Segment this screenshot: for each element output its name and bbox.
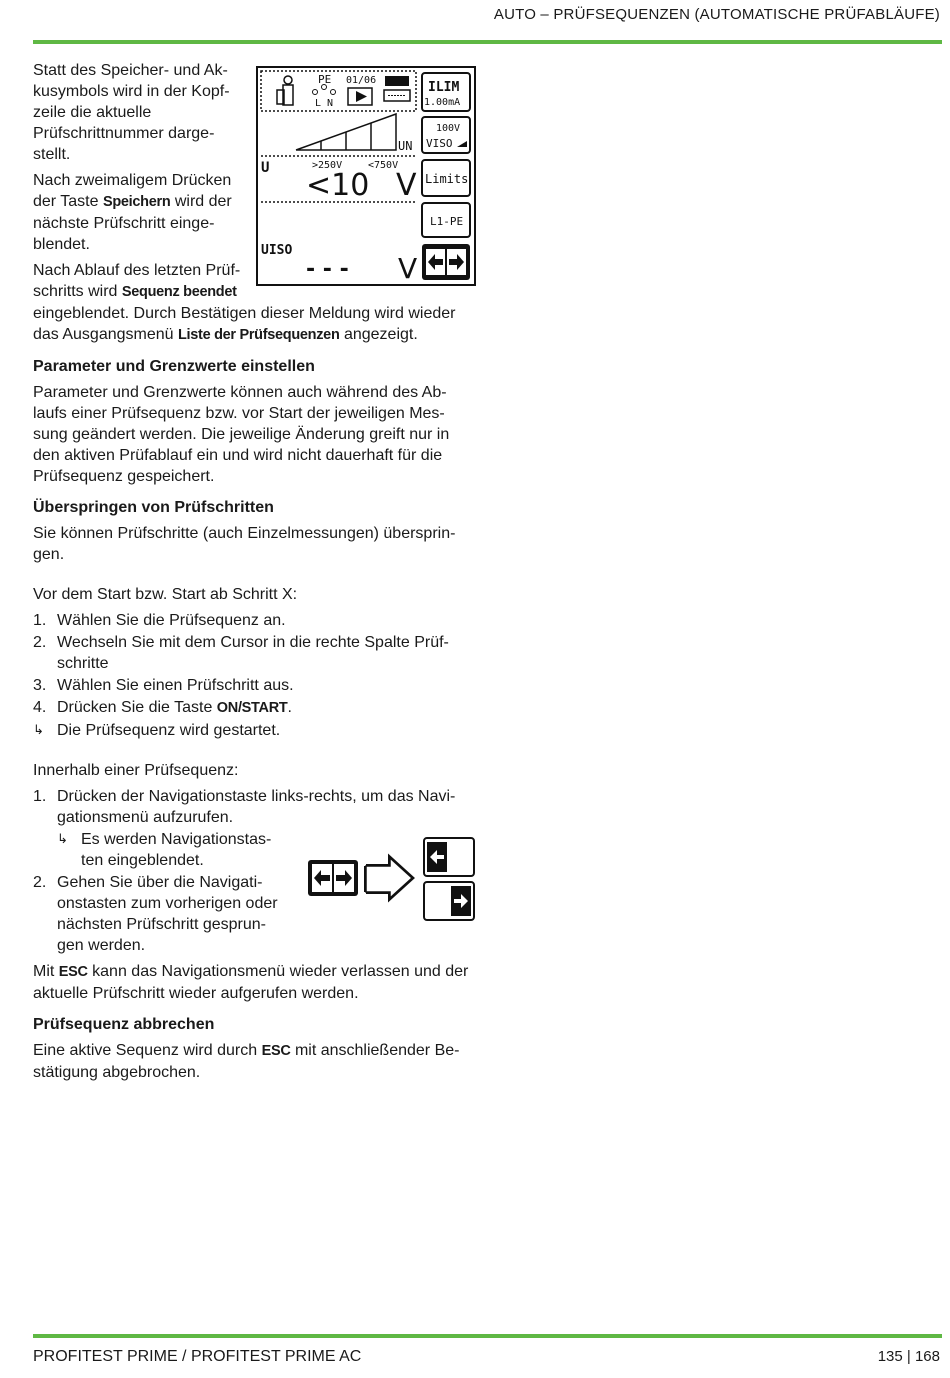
- footer-rule: [33, 1334, 942, 1338]
- intro-paragraph-1: Statt des Speicher- und Ak- kusymbols wird in der Kopf- zeile die aktuelle Prüfschrittnummer darge- stellt.: [33, 62, 230, 163]
- main-unit: V: [396, 168, 417, 203]
- list-item: 1. Drücken der Navigationstaste links-rechts, um das Navi- gationsmenü aufzurufen. ↳ Es werden Navigationstas- ten eingeblendet.: [33, 786, 478, 871]
- step-counter: 01/06: [346, 75, 377, 86]
- key-speichern: Speichern: [102, 194, 171, 210]
- within-sequence-label: Innerhalb einer Prüfsequenz:: [33, 762, 239, 779]
- list-item: 4. Drücken Sie die Taste ON/START.: [33, 699, 292, 716]
- section-ueberspringen-text: Sie können Prüfschritte (auch Einzelmessungen) übersprin- gen.: [33, 525, 456, 563]
- limits-label: Limits: [425, 172, 469, 186]
- ramp-small-icon: [457, 141, 467, 147]
- plug-icon: [313, 85, 336, 95]
- list-item: 2. Gehen Sie über die Navigati- onstasten zum vorherigen oder nächsten Prüfschritt gesprun- gen werden.: [33, 874, 278, 954]
- esc-paragraph: Mit ESC kann das Navigationsmenü wieder verlassen und der aktuelle Prüfschritt wieder aufgerufen werden.: [33, 963, 469, 1002]
- un-label: UN: [398, 139, 413, 153]
- range-high: <750V: [368, 160, 399, 171]
- footer-product: PROFITEST PRIME / PROFITEST PRIME AC: [33, 1348, 362, 1365]
- nav-result: ↳ Es werden Navigationstas- ten eingeblendet.: [57, 831, 272, 869]
- uiso-label: UISO: [261, 243, 293, 258]
- key-on-start: ON/START: [216, 700, 288, 716]
- ilim-label: ILIM: [428, 80, 460, 95]
- key-liste-pruefsequenzen: Liste der Prüfsequenzen: [178, 327, 340, 343]
- header-rule: [33, 40, 942, 44]
- section-title-parameter: Parameter und Grenzwerte einstellen: [33, 358, 315, 375]
- ln-label: L N: [315, 98, 334, 109]
- result-arrow-icon: ↳: [57, 832, 68, 847]
- play-icon: [348, 88, 372, 105]
- left-right-arrows-icon: [308, 860, 358, 896]
- viso-voltage: 100V: [436, 123, 461, 134]
- pe-label: PE: [318, 73, 332, 86]
- intro-paragraph-3: Nach Ablauf des letzten Prüf- schritts wird Sequenz beendet eingeblendet. Durch Bestätigen dieser Meldung wird wieder das Ausgangsmenü Liste der Prüfsequenzen angezeigt.: [33, 262, 456, 343]
- section-title-abbrechen: Prüfsequenz abbrechen: [33, 1016, 215, 1033]
- key-esc: ESC: [58, 964, 88, 980]
- arrow-right-icon: [366, 858, 412, 898]
- l1pe-label: L1-PE: [430, 215, 464, 228]
- voltage-ramp-icon: [296, 114, 396, 150]
- back-arrow-key-icon: [424, 838, 474, 876]
- section-title-ueberspringen: Überspringen von Prüfschritten: [33, 499, 274, 516]
- u-label: U: [261, 160, 270, 176]
- section-abbrechen-text: Eine aktive Sequenz wird durch ESC mit anschließender Be- stätigung abgebrochen.: [33, 1042, 460, 1081]
- person-icon: [277, 76, 293, 105]
- start-steps-list: [33, 610, 478, 719]
- navigation-keys-figure: [306, 836, 478, 922]
- key-sequenz-beendet: Sequenz beendet: [121, 284, 237, 300]
- running-header: AUTO – PRÜFSEQUENZEN (AUTOMATISCHE PRÜFABLÄUFE): [493, 6, 940, 23]
- start-result: ↳ Die Prüfsequenz wird gestartet.: [33, 722, 281, 739]
- forward-arrow-key-icon: [424, 882, 474, 920]
- section-parameter-text: Parameter und Grenzwerte können auch während des Ab- laufs einer Prüfsequenz bzw. vor Start der jeweiligen Mes- sung geändert werden. Die jeweilige Änderung greift nur in den aktiven Prüfablauf ein und wird nicht dauerhaft für die Prüfsequenz gespeichert.: [33, 384, 450, 485]
- list-item: 3. Wählen Sie einen Prüfschritt aus.: [33, 677, 294, 694]
- viso-label: VISO: [426, 137, 453, 150]
- battery-icon: [384, 76, 410, 101]
- uiso-unit: V: [398, 252, 418, 284]
- left-right-arrows-icon: [422, 244, 470, 280]
- ilim-value: 1.00mA: [424, 97, 461, 108]
- result-arrow-icon: ↳: [33, 723, 44, 738]
- key-esc: ESC: [261, 1043, 291, 1059]
- device-screen-figure: [256, 66, 476, 286]
- list-item: 2. Wechseln Sie mit dem Cursor in die rechte Spalte Prüf- schritte: [33, 634, 449, 672]
- page-number: 135 | 168: [877, 1348, 940, 1365]
- before-start-label: Vor dem Start bzw. Start ab Schritt X:: [33, 586, 298, 603]
- list-item: 1. Wählen Sie die Prüfsequenz an.: [33, 612, 286, 629]
- uiso-value: - - -: [306, 257, 349, 282]
- range-low: >250V: [312, 160, 343, 171]
- main-reading: <10: [306, 168, 370, 203]
- intro-paragraph-2: Nach zweimaligem Drücken der Taste Speichern wird der nächste Prüfschritt einge- blendet.: [33, 172, 232, 253]
